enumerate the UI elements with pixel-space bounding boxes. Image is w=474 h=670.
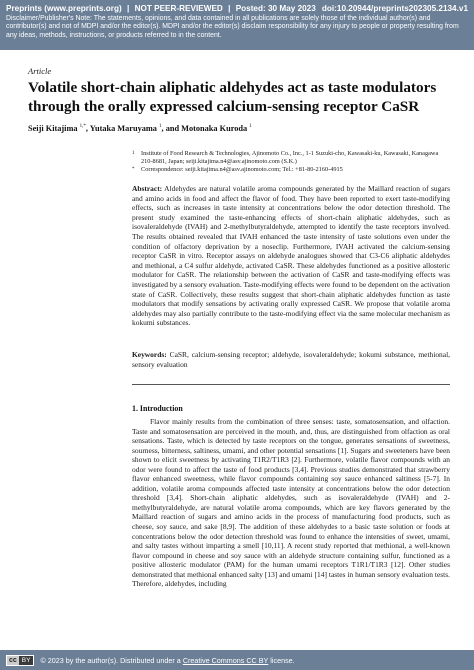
author-list: Seiji Kitajima $^{1,*}$, Yutaka Maruyama $^1$, and Motonaka Kuroda $^1$ bbox=[28, 124, 252, 133]
keywords bbox=[132, 350, 450, 369]
author-name: Seiji Kitajima bbox=[28, 124, 78, 133]
publisher-disclaimer: Disclaimer/Publisher's Note: The statements, opinions, and data contained in all publications are solely those of the individual author(s) and contributor(s) and not of MDPI and/or the editor(s). MDPI and/or the editor(s) disclaim responsibility for any injury to people or property resulting from any ideas, methods, instructions, or products referred to in the content. bbox=[6, 15, 459, 39]
peer-review-status: NOT PEER-REVIEWED bbox=[134, 4, 223, 13]
license-footer bbox=[0, 650, 474, 670]
author-affiliation-mark: 1,* bbox=[79, 124, 86, 130]
abstract bbox=[132, 184, 450, 328]
introduction-text: Flavor mainly results from the combination of three senses: taste, somatosensation, and olfaction. Taste and somatosensation are perceived in the mouth, and, thus, are distinguished from olfaction as oral sensations. Taste, which is detected by taste receptors on the tongue, generates sensations of sweetness, sourness, bitterness, saltiness, umami, and other potential sensations [1]. Sugars and sweeteners have been shown to elicit sweetness by activating T1R2/T1R3 [2]. Furthermore, volatile flavor compounds with an odor were found to affect the taste of food products [3,4]. Previous studies demonstrated that strawberry flavor enhanced sweetness, while flavor compounds containing soy sauce enhanced saltiness [5-7]. In addition, volatile aroma compounds affected taste intensity at concentrations below the odor detection threshold [3,4]. Short-chain aliphatic aldehydes, such as isovaleraldehyde (IVAH) and 2-methylbutyraldehyde, are natural volatile aroma compounds, which are key flavors generated by the Maillard reaction of sugars and amino acids in the process of manufacturing food products, such as cheese, soy sauce, and sake [8,9]. The addition of these aldehydes to a basic taste solution or foods at concentrations below the odor detection threshold was found to enhance the intensities of sweet, umami, and salty tastes without imparting a smell [10,11]. A recent study reported that methional, a well-known flavor compound in cheese and soy sauce with an aldehyde structure containing sulfur, functioned as a positive allosteric modulator (PAM) for the human umami receptors T1R1/T1R3 [12]. Other studies demonstrated that methional enhanced salty [13] and umami [14] tastes in human sensory evaluation tests. Therefore, aldehydes, including bbox=[132, 417, 450, 589]
correspondence-item bbox=[132, 166, 450, 174]
section-heading: 1. Introduction bbox=[132, 404, 183, 413]
banner-separator: | bbox=[228, 4, 231, 13]
license-link[interactable]: Creative Commons CC BY bbox=[182, 655, 269, 665]
keywords-label: Keywords: bbox=[132, 350, 167, 359]
banner-top-row bbox=[6, 3, 468, 14]
license-suffix: license. bbox=[270, 655, 295, 665]
author-name: Yutaka Maruyama bbox=[89, 124, 157, 133]
article-type-label: Article bbox=[28, 66, 52, 76]
affiliation-mark: 1 bbox=[132, 151, 135, 156]
affiliations bbox=[132, 150, 450, 174]
site-link[interactable]: Preprints (www.preprints.org) bbox=[6, 4, 122, 13]
banner-separator: | bbox=[126, 4, 130, 13]
by-badge-text: BY bbox=[21, 656, 31, 664]
cc-by-badge-icon[interactable] bbox=[6, 655, 34, 666]
affiliation-item bbox=[132, 150, 450, 166]
posted-date: Posted: 30 May 2023 bbox=[235, 4, 316, 13]
keywords-text: CaSR, calcium-sensing receptor; aldehyde, isovaleraldehyde; kokumi substance, methional, sensory evaluation bbox=[132, 350, 450, 369]
preprint-header-banner bbox=[0, 0, 474, 50]
article-title: Volatile short-chain aliphatic aldehydes act as taste modulators through the orally expressed calcium-sensing receptor CaSR bbox=[28, 79, 437, 115]
author-name: and Motonaka Kuroda bbox=[165, 124, 248, 133]
license-prefix: © 2023 by the author(s). Distributed under a bbox=[40, 655, 181, 665]
affiliation-mark: * bbox=[132, 167, 135, 172]
author-affiliation-mark: 1 bbox=[159, 124, 162, 130]
banner-left-group bbox=[6, 3, 319, 14]
section-divider bbox=[132, 384, 450, 385]
affiliation-text: Institute of Food Research & Technologies, Ajinomoto Co., Inc., 1-1 Suzuki-cho, Kawasaki-ku, Kawasaki, Kanagawa 210-8681, Japan; seiji.kitajima.n4@asv.ajinomoto.com (S.K.) bbox=[141, 150, 439, 165]
abstract-label: Abstract: bbox=[132, 184, 163, 193]
correspondence-text: Correspondence: seiji.kitajima.n4@asv.ajinomoto.com; Tel.: +81-80-2160-4915 bbox=[141, 166, 343, 173]
abstract-text: Aldehydes are natural volatile aroma compounds generated by the Maillard reaction of sugars and amino acids in food and affect the flavor of food. They have been reported to exert taste-modifying effects, such as increases in taste intensity at concentrations below the odor detection threshold. The present study examined the taste-enhancing effects of short-chain aliphatic aldehydes, such as isovaleraldehyde (IVAH) and 2-methylbutyraldehyde, attempted to identify the taste receptors involved. The results obtained revealed that IVAH enhanced the taste intensity of taste solutions even under the condition of olfactory deprivation by a noseclip. Furthermore, IVAH activated the calcium-sensing receptor CaSR in vitro. Receptor assays on aldehyde analogues showed that C3-C6 aliphatic aldehydes and methional, a C4 sulfur aldehyde, activated CaSR. These aldehydes functioned as a positive allosteric modulator for CaSR. The relationship between the activation of CaSR and taste-modifying effects was investigated by a sensory evaluation. Taste-modifying effects were found to be dependent on the activation state of CaSR. Collectively, these results suggest that short-chain aliphatic aldehydes function as taste modulators that modify sensations by activating orally expressed CaSR. We propose that volatile aroma aldehydes may also partially contribute to the taste-modifying effect via the same molecular mechanism as kokumi substances. bbox=[132, 184, 450, 328]
cc-badge-text: cc bbox=[9, 656, 17, 664]
doi-link[interactable]: doi:10.20944/preprints202305.2134.v1 bbox=[321, 4, 468, 13]
author-affiliation-mark: 1 bbox=[249, 124, 252, 130]
